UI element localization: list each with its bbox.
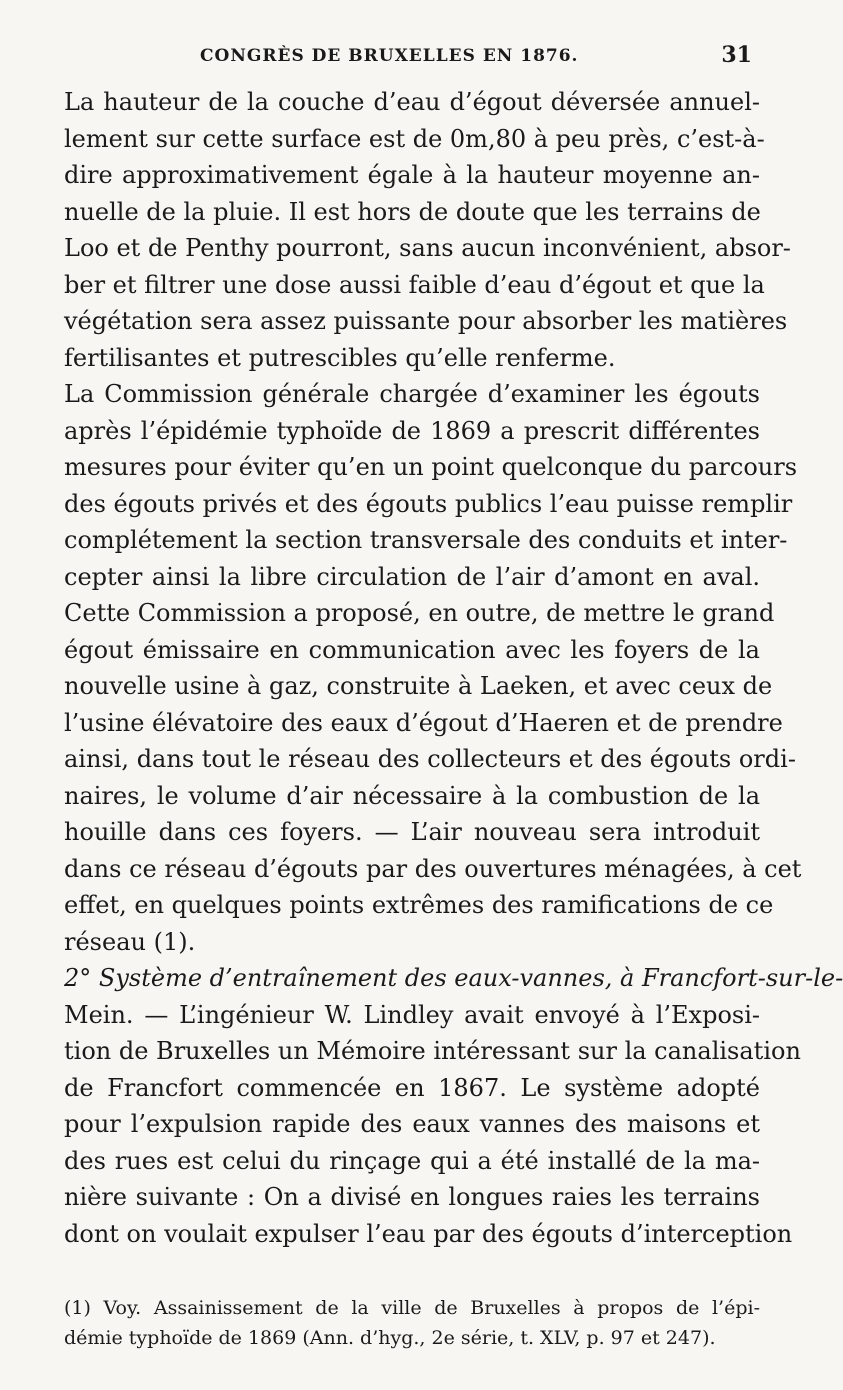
- page-header: [40, 42, 760, 76]
- footnotes: [64, 1293, 760, 1353]
- text-line: des égouts privés et des égouts publics l’eau puisse remplir: [64, 489, 793, 518]
- text-line: Mein. — L’ingénieur W. Lindley avait envoyé à l’Exposi-: [64, 1000, 760, 1029]
- text-line: ber et filtrer une dose aussi faible d’eau d’égout et que la: [64, 270, 765, 299]
- text-line: des rues est celui du rinçage qui a été installé de la ma-: [64, 1146, 760, 1175]
- text-line: naires, le volume d’air nécessaire à la combustion de la: [64, 781, 760, 810]
- text-line: après l’épidémie typhoïde de 1869 a prescrit différentes: [64, 416, 760, 445]
- text-line: dire approximativement égale à la hauteur moyenne an-: [64, 161, 760, 189]
- text-line: mesures pour éviter qu’en un point quelconque du parcours: [64, 453, 798, 481]
- body-text: [64, 84, 843, 1252]
- text-line: l’usine élévatoire des eaux d’égout d’Haeren et de prendre: [64, 708, 783, 737]
- text-line: La Commission générale chargée d’examiner les égouts: [64, 380, 760, 408]
- text-line: nière suivante : On a divisé en longues raies les terrains: [64, 1183, 760, 1211]
- section-heading-line: 2° Système d’entraînement des eaux-vannes, à Francfort-sur-le-: [64, 964, 843, 992]
- text-line: effet, en quelques points extrêmes des ramifications de ce: [64, 891, 774, 919]
- text-line: La hauteur de la couche d’eau d’égout déversée annuel-: [64, 88, 760, 116]
- footnote-line: démie typhoïde de 1869 (Ann. d’hyg., 2e série, t. XLV, p. 97 et 247).: [64, 1327, 716, 1349]
- text-line: nuelle de la pluie. Il est hors de doute que les terrains de: [64, 197, 761, 226]
- text-line: complétement la section transversale des conduits et inter-: [64, 526, 788, 554]
- text-line: égout émissaire en communication avec les foyers de la: [64, 635, 760, 664]
- text-line: fertilisantes et putrescibles qu’elle renferme.: [64, 343, 616, 372]
- text-line: dont on voulait expulser l’eau par des égouts d’interception: [64, 1219, 793, 1248]
- text-line: végétation sera assez puissante pour absorber les matières: [64, 307, 788, 335]
- text-line: lement sur cette surface est de 0m,80 à peu près, c’est-à-: [64, 124, 765, 153]
- text-line: houille dans ces foyers. — L’air nouveau sera introduit: [64, 818, 760, 846]
- text-line: de Francfort commencée en 1867. Le système adopté: [64, 1073, 760, 1102]
- text-line: réseau (1).: [64, 927, 196, 956]
- text-line: dans ce réseau d’égouts par des ouvertures ménagées, à cet: [64, 854, 802, 883]
- page-number: 31: [721, 42, 752, 68]
- text-line: Cette Commission a proposé, en outre, de mettre le grand: [64, 599, 775, 627]
- text-line: tion de Bruxelles un Mémoire intéressant sur la canalisation: [64, 1037, 801, 1065]
- text-line: Loo et de Penthy pourront, sans aucun inconvénient, absor-: [64, 234, 791, 262]
- text-line: pour l’expulsion rapide des eaux vannes des maisons et: [64, 1110, 760, 1138]
- text-line: cepter ainsi la libre circulation de l’air d’amont en aval.: [64, 562, 760, 591]
- footnote-line: (1) Voy. Assainissement de la ville de Bruxelles à propos de l’épi-: [64, 1297, 760, 1319]
- text-line: nouvelle usine à gaz, construite à Laeken, et avec ceux de: [64, 672, 773, 700]
- running-title: CONGRÈS DE BRUXELLES EN 1876.: [200, 46, 579, 66]
- text-line: ainsi, dans tout le réseau des collecteurs et des égouts ordi-: [64, 745, 796, 773]
